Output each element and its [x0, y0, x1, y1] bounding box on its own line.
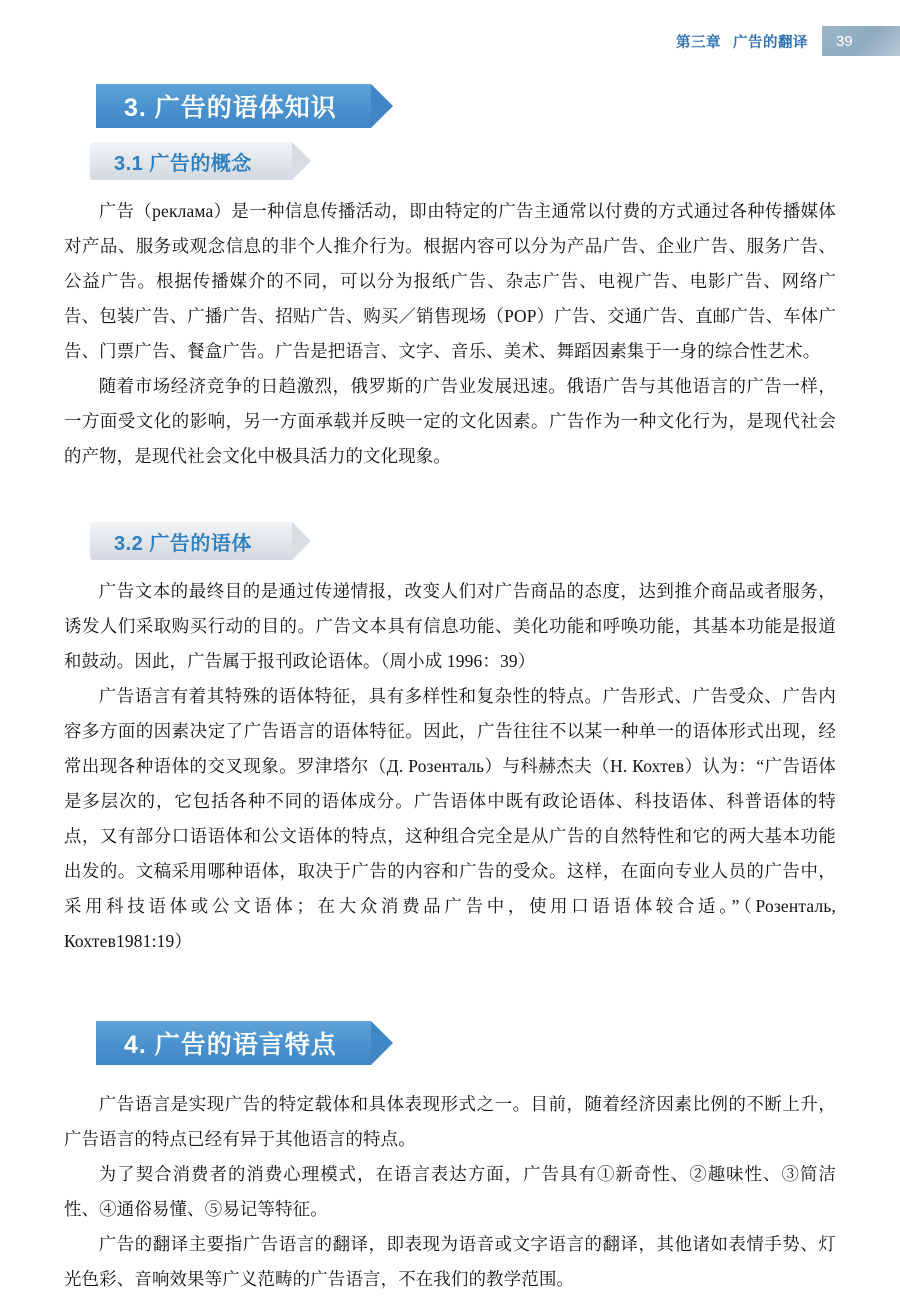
section-4-heading: 4. 广告的语言特点: [96, 1021, 371, 1065]
section-3-2-heading: 3.2 广告的语体: [90, 522, 292, 560]
section-3-1-heading: 3.1 广告的概念: [90, 142, 292, 180]
running-header: [676, 26, 900, 56]
paragraph: 为了契合消费者的消费心理模式，在语言表达方面，广告具有①新奇性、②趣味性、③简洁性、④通俗易懂、⑤易记等特征。: [64, 1164, 836, 1219]
running-header-title: 广告的翻译: [733, 34, 808, 51]
page-number-badge: [822, 26, 900, 56]
section-3-1-heading-wrap: [90, 142, 292, 180]
running-header-text: [676, 26, 822, 56]
section-3-2-body: [60, 574, 840, 959]
section-3-heading: 3. 广告的语体知识: [96, 84, 371, 128]
section-3-2-heading-wrap: [90, 522, 292, 560]
paragraph: 广告语言有着其特殊的语体特征，具有多样性和复杂性的特点。广告形式、广告受众、广告内容多方面的因素决定了广告语言的语体特征。因此，广告往往不以某一种单一的语体形式出现，经常出现各种语体的交叉现象。罗津塔尔（Д. Розенталь）与科赫杰夫（Н. Кохтев）认为：“广告语体是多层次的，它包括各种不同的语体成分。广告语体中既有政论语体、科技语体、科普语体的特点，又有部分口语语体和公文语体的特点，这种组合完全是从广告的自然特性和它的两大基本功能出发的。文稿采用哪种语体，取决于广告的内容和广告的受众。这样，在面向专业人员的广告中，采用科技语体或公文语体；在大众消费品广告中，使用口语语体较合适。”（Розенталь, Кохтев1981:19）: [64, 686, 836, 951]
page-number: 39: [836, 32, 853, 50]
paragraph: 广告文本的最终目的是通过传递情报，改变人们对广告商品的态度，达到推介商品或者服务，诱发人们采取购买行动的目的。广告文本具有信息功能、美化功能和呼唤功能，其基本功能是报道和鼓动。因此，广告属于报刊政论语体。（周小成 1996：39）: [64, 581, 836, 671]
running-header-chapter: 第三章: [676, 34, 721, 51]
paragraph: 广告（реклама）是一种信息传播活动，即由特定的广告主通常以付费的方式通过各种传播媒体对产品、服务或观念信息的非个人推介行为。根据内容可以分为产品广告、企业广告、服务广告、公益广告。根据传播媒介的不同，可以分为报纸广告、杂志广告、电视广告、电影广告、网络广告、包装广告、广播广告、招贴广告、购买／销售现场（POP）广告、交通广告、直邮广告、车体广告、门票广告、餐盒广告。广告是把语言、文字、音乐、美术、舞蹈因素集于一身的综合性艺术。: [64, 201, 836, 361]
section-4-heading-wrap: [96, 1021, 371, 1065]
section-4-body: [60, 1087, 840, 1297]
paragraph: 广告的翻译主要指广告语言的翻译，即表现为语音或文字语言的翻译，其他诸如表情手势、灯光色彩、音响效果等广义范畴的广告语言，不在我们的教学范围。: [64, 1234, 836, 1289]
section-3-1-body: [60, 194, 840, 474]
paragraph: 随着市场经济竞争的日趋激烈，俄罗斯的广告业发展迅速。俄语广告与其他语言的广告一样，一方面受文化的影响，另一方面承载并反映一定的文化因素。广告作为一种文化行为，是现代社会的产物，是现代社会文化中极具活力的文化现象。: [64, 376, 836, 466]
paragraph: 广告语言是实现广告的特定载体和具体表现形式之一。目前，随着经济因素比例的不断上升，广告语言的特点已经有异于其他语言的特点。: [64, 1094, 836, 1149]
section-3-heading-wrap: [96, 84, 371, 128]
